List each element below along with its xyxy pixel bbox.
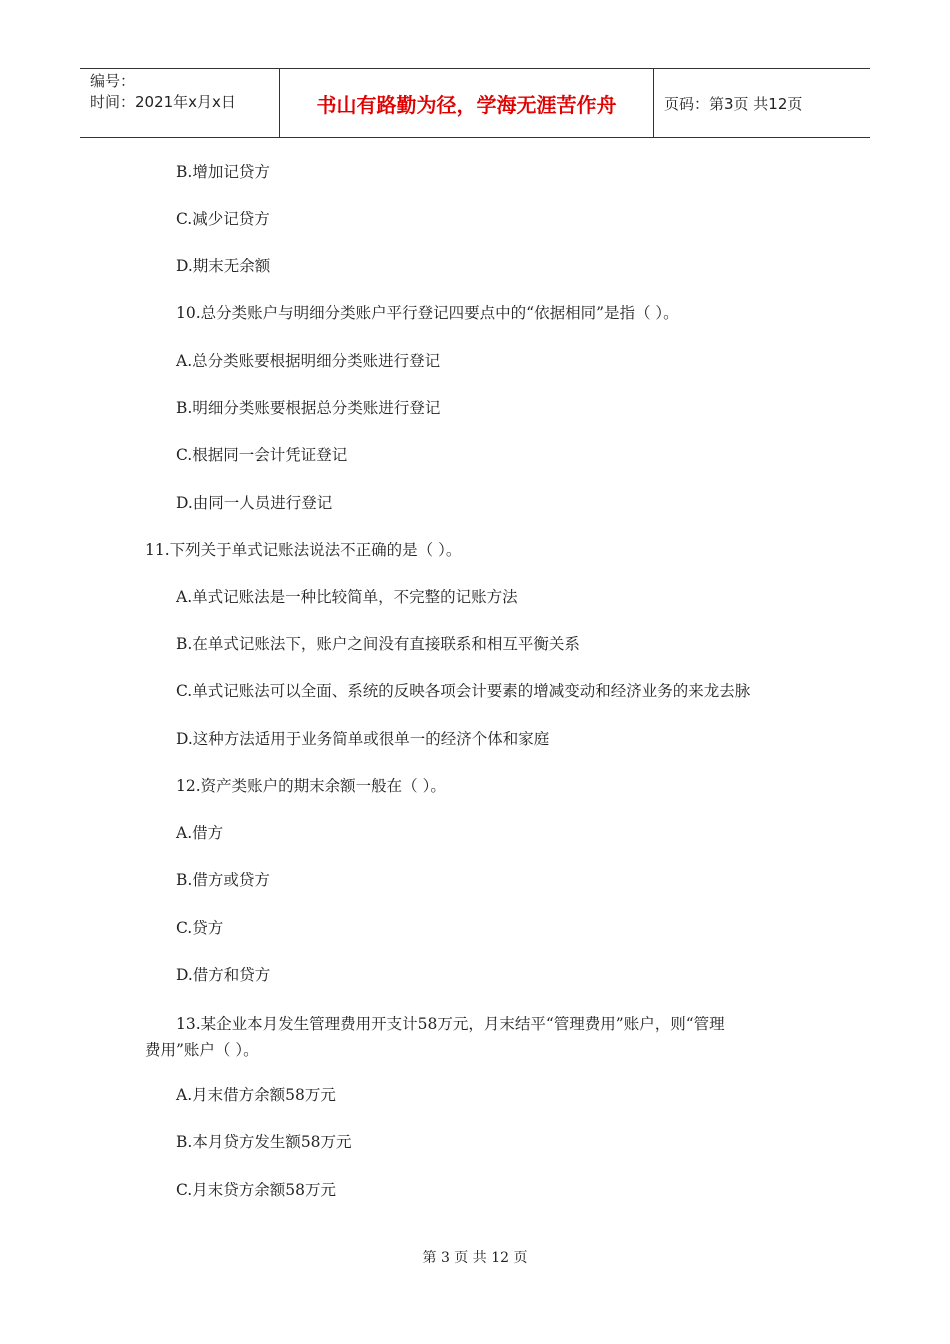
question-line: 10.总分类账户与明细分类账户平行登记四要点中的“依据相同”是指（ ）。	[176, 304, 679, 322]
option-line: A.借方	[176, 824, 224, 842]
question-line: 12.资产类账户的期末余额一般在（ ）。	[176, 777, 446, 795]
page-info: 页码：第3页 共12页	[664, 94, 803, 113]
option-line: C.根据同一会计凭证登记	[176, 446, 348, 464]
option-line: A.单式记账法是一种比较简单，不完整的记账方法	[176, 588, 518, 606]
page-header	[80, 68, 870, 138]
page-footer: 第 3 页 共 12 页	[422, 1250, 528, 1266]
number-label: 编号：	[90, 72, 136, 90]
option-line: C.减少记贷方	[176, 210, 270, 228]
option-line: C.贷方	[176, 919, 224, 937]
option-line: D.借方和贷方	[176, 966, 271, 984]
option-line: A.月末借方余额58万元	[176, 1086, 336, 1104]
option-line: D.由同一人员进行登记	[176, 494, 333, 512]
option-line: B.本月贷方发生额58万元	[176, 1133, 352, 1151]
option-line: D.这种方法适用于业务简单或很单一的经济个体和家庭	[176, 730, 550, 748]
header-left-cell	[80, 69, 280, 137]
option-line: B.借方或贷方	[176, 871, 270, 889]
question-line-continued: 费用”账户（ ）。	[145, 1041, 259, 1059]
option-line: D.期末无余额	[176, 257, 271, 275]
question-line: 13.某企业本月发生管理费用开支计58万元，月末结平“管理费用”账户，则“管理	[176, 1015, 725, 1033]
time-label: 时间：2021年x月x日	[90, 93, 236, 111]
question-line: 11.下列关于单式记账法说法不正确的是（ ）。	[145, 541, 462, 559]
option-line: A.总分类账要根据明细分类账进行登记	[176, 352, 441, 370]
option-line: C.月末贷方余额58万元	[176, 1181, 336, 1199]
option-line: C.单式记账法可以全面、系统的反映各项会计要素的增减变动和经济业务的来龙去脉	[176, 682, 751, 700]
option-line: B.增加记贷方	[176, 163, 270, 181]
option-line: B.明细分类账要根据总分类账进行登记	[176, 399, 441, 417]
motto: 书山有路勤为径，学海无涯苦作舟	[280, 69, 654, 137]
option-line: B.在单式记账法下，账户之间没有直接联系和相互平衡关系	[176, 635, 580, 653]
